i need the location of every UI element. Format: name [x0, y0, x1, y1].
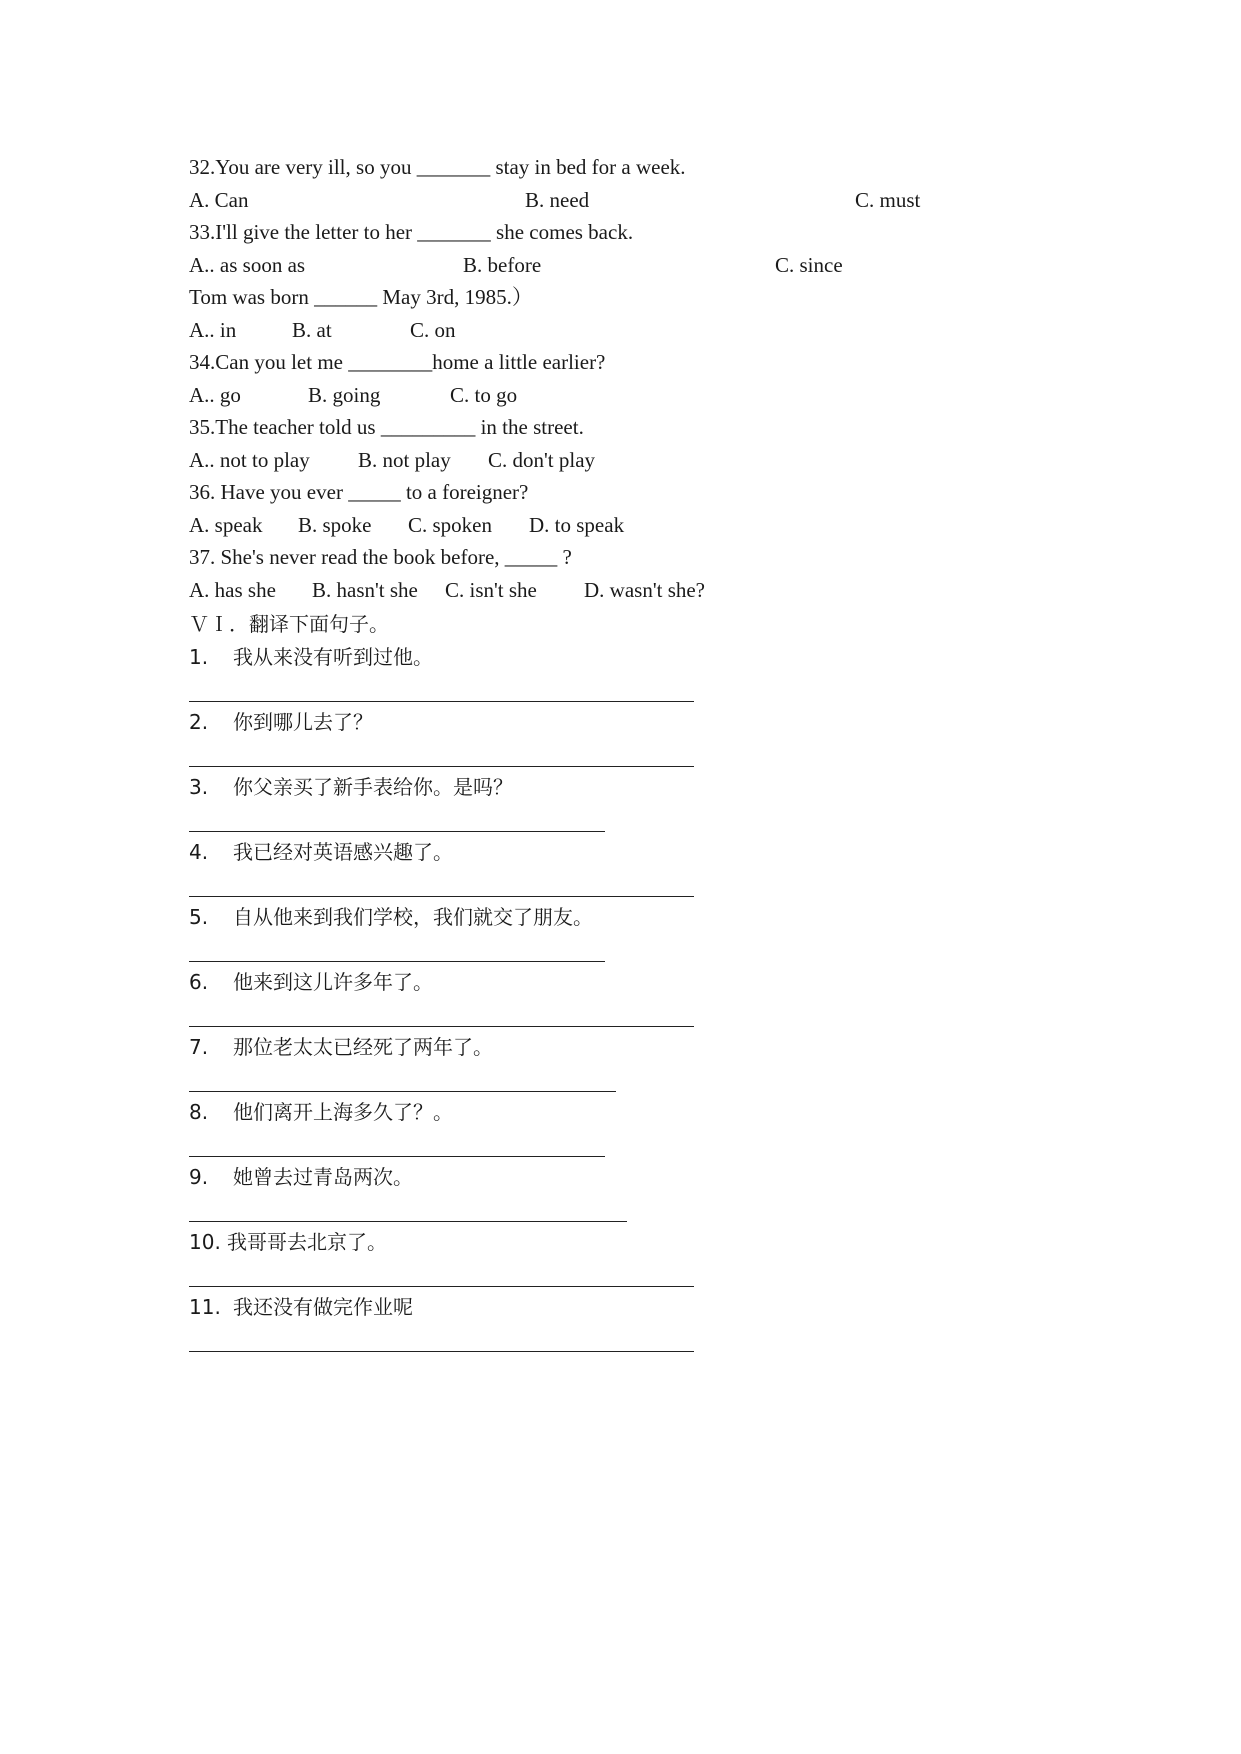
item-text: 自从他来到我们学校，我们就交了朋友。 — [233, 905, 593, 929]
translation-item-8 — [189, 1098, 453, 1126]
question-33-option-c: C. since — [775, 253, 843, 277]
question-born-option-b: B. at — [292, 318, 332, 342]
item-text: 你到哪儿去了？ — [233, 710, 373, 734]
answer-line-2 — [189, 766, 694, 767]
item-number: 1. — [189, 645, 209, 669]
translation-item-6 — [189, 968, 433, 996]
translation-item-1 — [189, 643, 433, 671]
question-35-option-a: A.. not to play — [189, 448, 310, 472]
item-text: 我还没有做完作业呢 — [233, 1295, 413, 1319]
question-33-option-a: A.. as soon as — [189, 253, 306, 277]
question-37-option-a: A. has she — [189, 578, 276, 602]
translation-item-3 — [189, 773, 513, 801]
item-text: 她曾去过青岛两次。 — [233, 1165, 413, 1189]
item-number: 3. — [189, 775, 209, 799]
translation-item-5 — [189, 903, 593, 931]
answer-line-10 — [189, 1286, 694, 1287]
question-32-stem: 32.You are very ill, so you _______ stay in bed for a week. — [189, 155, 686, 179]
question-35-option-c: C. don't play — [488, 448, 596, 472]
question-35-stem: 35.The teacher told us _________ in the street. — [189, 415, 584, 439]
item-text: 他来到这儿许多年了。 — [233, 970, 433, 994]
answer-line-4 — [189, 896, 694, 897]
question-32-option-c: C. must — [855, 188, 921, 212]
item-number: 11. — [189, 1295, 221, 1319]
question-35-option-b: B. not play — [358, 448, 451, 472]
question-37-stem: 37. She's never read the book before, _____ ? — [189, 545, 572, 569]
question-born-stem: Tom was born ______ May 3rd, 1985.） — [189, 285, 533, 309]
item-number: 10. — [189, 1230, 221, 1254]
question-34-option-c: C. to go — [450, 383, 518, 407]
item-number: 9. — [189, 1165, 209, 1189]
question-36-stem: 36. Have you ever _____ to a foreigner? — [189, 480, 529, 504]
translation-item-7 — [189, 1033, 493, 1061]
answer-line-1 — [189, 701, 694, 702]
question-33-stem: 33.I'll give the letter to her _______ she comes back. — [189, 220, 634, 244]
section-heading: ＶＩ．翻译下面句子。 — [189, 612, 389, 636]
item-number: 5. — [189, 905, 209, 929]
item-number: 4. — [189, 840, 209, 864]
answer-line-8 — [189, 1156, 605, 1157]
answer-line-9 — [189, 1221, 627, 1222]
item-text: 我哥哥去北京了。 — [227, 1230, 387, 1254]
answer-line-11 — [189, 1351, 694, 1352]
item-number: 2. — [189, 710, 209, 734]
question-32-option-b: B. need — [525, 188, 590, 212]
translation-item-9 — [189, 1163, 413, 1191]
item-text: 我从来没有听到过他。 — [233, 645, 433, 669]
item-number: 6. — [189, 970, 209, 994]
question-37-option-d: D. wasn't she? — [584, 578, 706, 602]
question-born-option-a: A.. in — [189, 318, 237, 342]
question-36-option-b: B. spoke — [298, 513, 372, 537]
question-36-option-c: C. spoken — [408, 513, 492, 537]
question-34-option-b: B. going — [308, 383, 381, 407]
translation-item-2 — [189, 708, 373, 736]
item-text: 我已经对英语感兴趣了。 — [233, 840, 453, 864]
item-text: 那位老太太已经死了两年了。 — [233, 1035, 493, 1059]
question-34-stem: 34.Can you let me ________home a little earlier? — [189, 350, 606, 374]
question-37-option-b: B. hasn't she — [312, 578, 418, 602]
answer-line-5 — [189, 961, 605, 962]
answer-line-7 — [189, 1091, 616, 1092]
question-36-option-a: A. speak — [189, 513, 263, 537]
translation-item-4 — [189, 838, 453, 866]
item-text: 你父亲买了新手表给你。是吗？ — [233, 775, 513, 799]
question-36-option-d: D. to speak — [529, 513, 625, 537]
question-33-option-b: B. before — [463, 253, 542, 277]
question-37-option-c: C. isn't she — [445, 578, 537, 602]
item-text: 他们离开上海多久了？。 — [233, 1100, 453, 1124]
translation-item-10 — [189, 1228, 387, 1256]
translation-item-11 — [189, 1293, 413, 1321]
answer-line-6 — [189, 1026, 694, 1027]
item-number: 7. — [189, 1035, 209, 1059]
question-32-option-a: A. Can — [189, 188, 249, 212]
answer-line-3 — [189, 831, 605, 832]
question-34-option-a: A.. go — [189, 383, 241, 407]
item-number: 8. — [189, 1100, 209, 1124]
question-born-option-c: C. on — [410, 318, 456, 342]
